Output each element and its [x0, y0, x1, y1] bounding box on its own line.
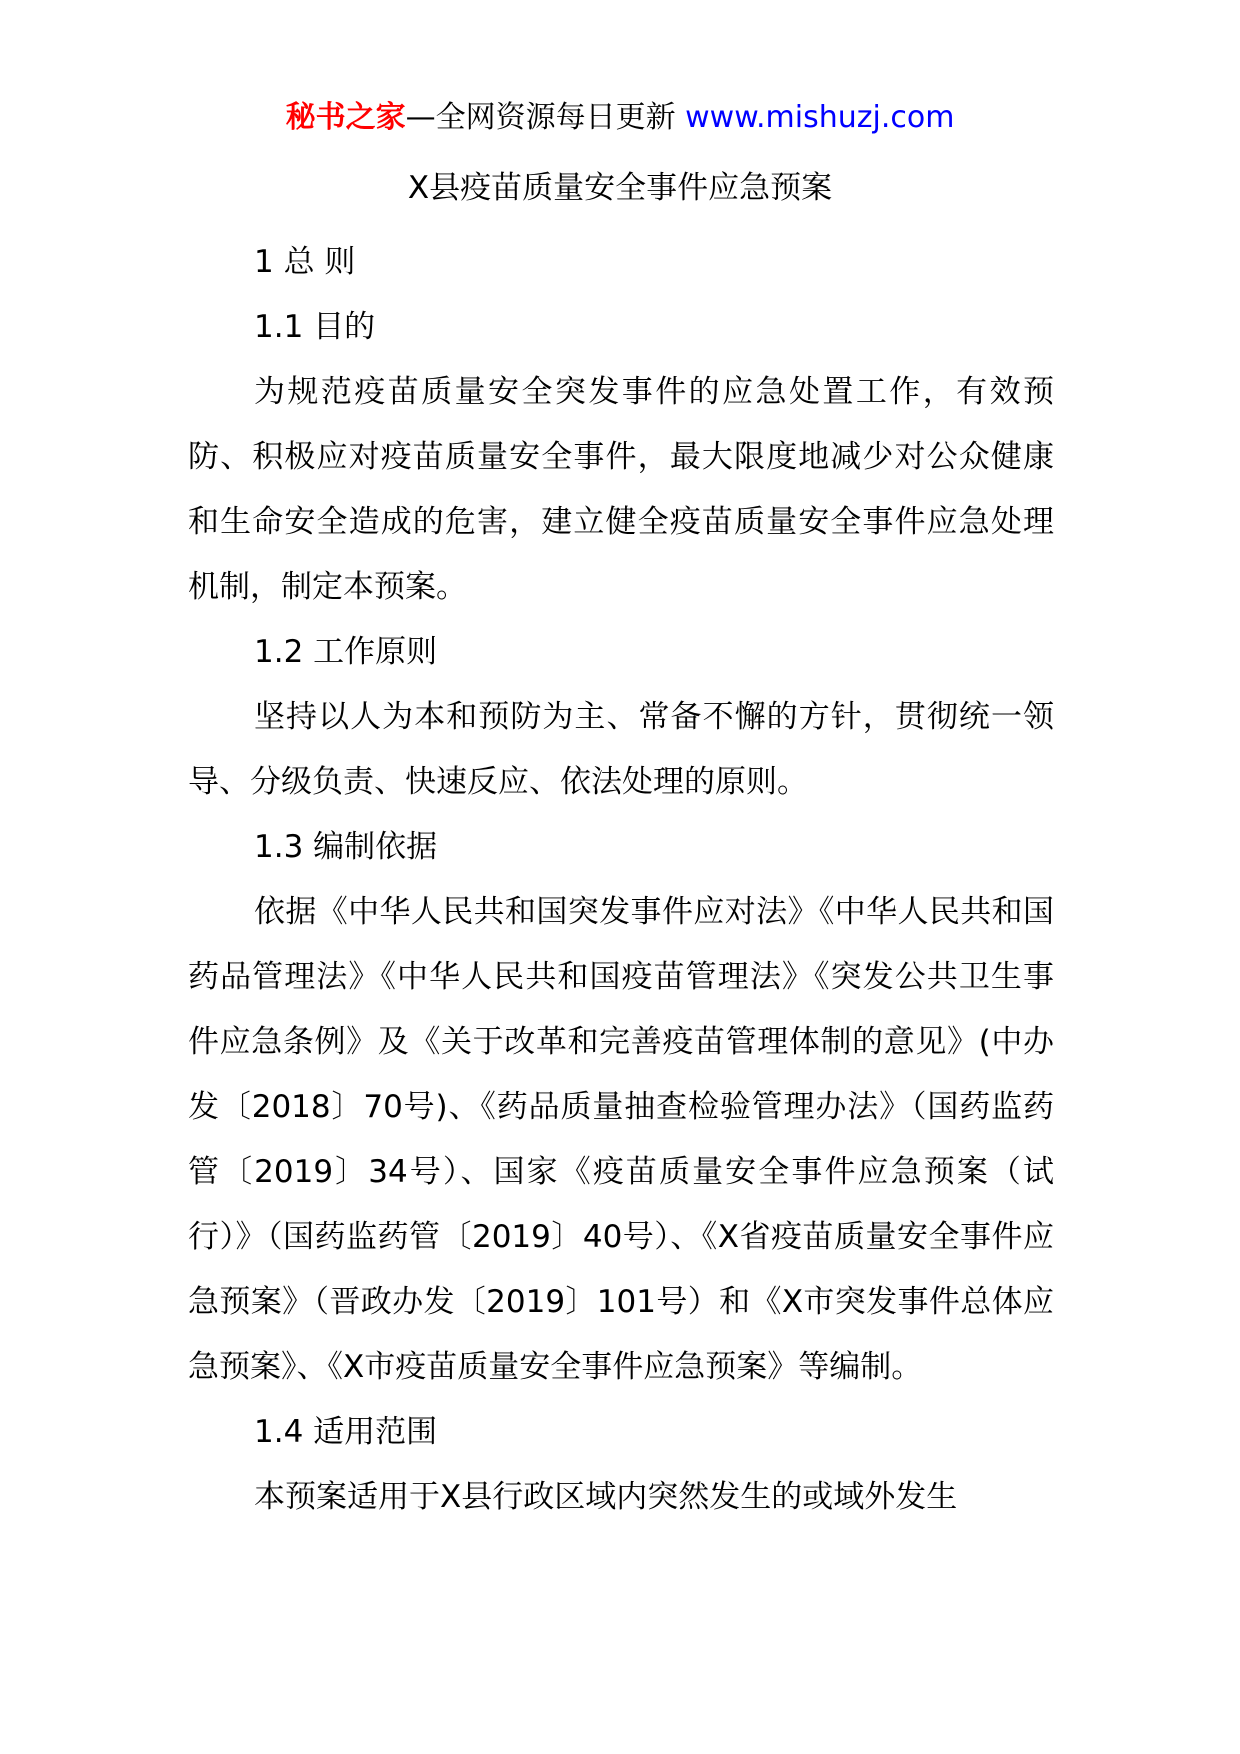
- document-title: X县疫苗质量安全事件应急预案: [407, 170, 833, 206]
- section-heading-general: 1 总 则: [254, 244, 356, 280]
- section-heading-basis: 1.3 编制依据: [254, 829, 438, 865]
- section-heading-scope: 1.4 适用范围: [254, 1414, 438, 1450]
- section-heading-purpose: 1.1 目的: [254, 309, 376, 345]
- document-body: [188, 230, 1054, 1530]
- paragraph-scope: 本预案适用于X县行政区域内突然发生的或域外发生: [254, 1479, 958, 1515]
- section-heading-principles: 1.2 工作原则: [254, 634, 438, 670]
- banner-tagline: —全网资源每日更新: [405, 100, 676, 135]
- site-url-link[interactable]: www.mishuzj.com: [685, 100, 955, 135]
- brand-name: 秘书之家: [285, 100, 406, 135]
- paragraph-purpose: 为规范疫苗质量安全突发事件的应急处置工作，有效预防、积极应对疫苗质量安全事件，最大限度地减少对公众健康和生命安全造成的危害，建立健全疫苗质量安全事件应急处理机制，制定本预案。: [188, 374, 1054, 605]
- site-banner: [0, 98, 1240, 138]
- paragraph-basis: 依据《中华人民共和国突发事件应对法》《中华人民共和国药品管理法》《中华人民共和国疫苗管理法》《突发公共卫生事件应急条例》及《关于改革和完善疫苗管理体制的意见》(中办发〔2018〕70号)、《药品质量抽查检验管理办法》（国药监药管〔2019〕34号）、国家《疫苗质量安全事件应急预案（试行）》（国药监药管〔2019〕40号）、《X省疫苗质量安全事件应急预案》（晋政办发〔2019〕101号）和《X市突发事件总体应急预案》、《X市疫苗质量安全事件应急预案》等编制。: [188, 894, 1054, 1385]
- paragraph-principles: 坚持以人为本和预防为主、常备不懈的方针，贯彻统一领导、分级负责、快速反应、依法处理的原则。: [188, 699, 1054, 800]
